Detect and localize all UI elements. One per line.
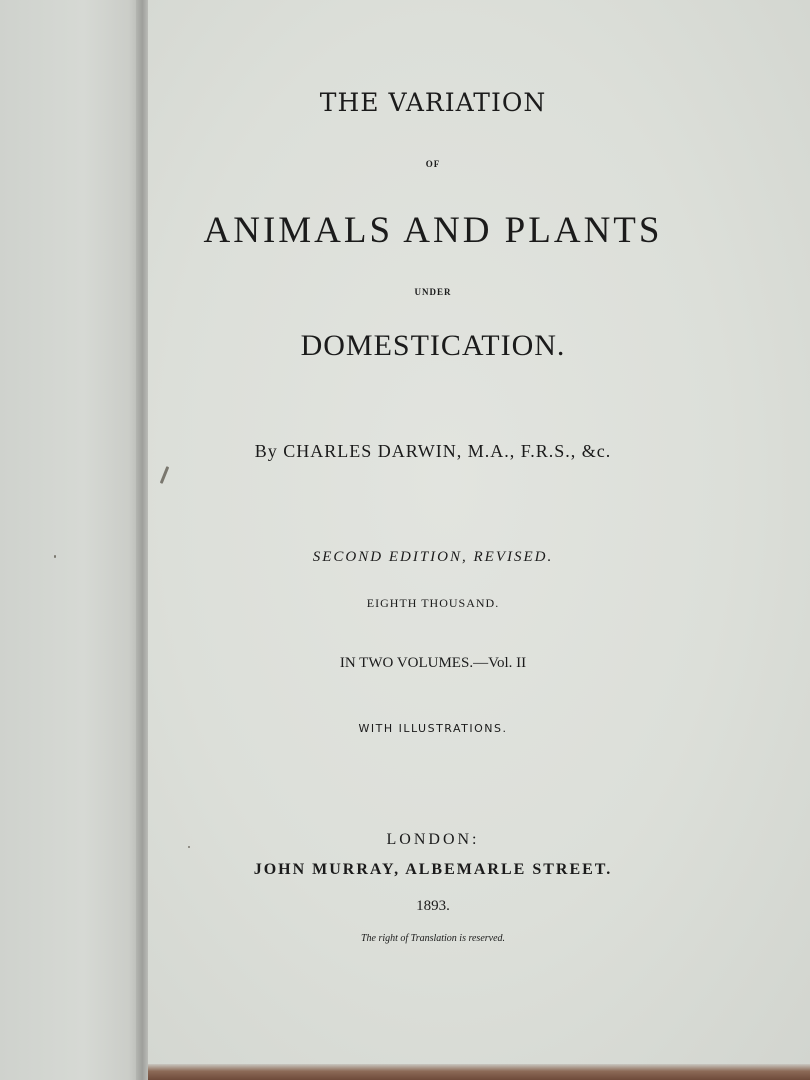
imprint-publisher: JOHN MURRAY, ALBEMARLE STREET. xyxy=(253,861,613,878)
speck-mark xyxy=(54,555,56,558)
author-line: By CHARLES DARWIN, M.A., F.R.S., &c. xyxy=(254,441,612,461)
page-bottom-edge xyxy=(148,1064,810,1080)
illustrations-line: WITH ILLUSTRATIONS. xyxy=(358,722,508,735)
volumes-line: IN TWO VOLUMES.—Vol. II xyxy=(339,655,527,671)
rights-notice: The right of Translation is reserved. xyxy=(360,933,506,944)
left-blank-page xyxy=(0,0,140,1080)
connector-under: UNDER xyxy=(414,287,452,297)
printing-line: EIGHTH THOUSAND. xyxy=(366,596,500,610)
edition-line: SECOND EDITION, REVISED. xyxy=(312,549,554,565)
title-line-2: ANIMALS AND PLANTS xyxy=(203,210,663,251)
title-line-1: THE VARIATION xyxy=(319,88,547,117)
title-line-3: DOMESTICATION. xyxy=(300,329,566,362)
imprint-year: 1893. xyxy=(416,898,450,914)
imprint-city: LONDON: xyxy=(386,831,480,848)
connector-of: OF xyxy=(425,159,441,169)
